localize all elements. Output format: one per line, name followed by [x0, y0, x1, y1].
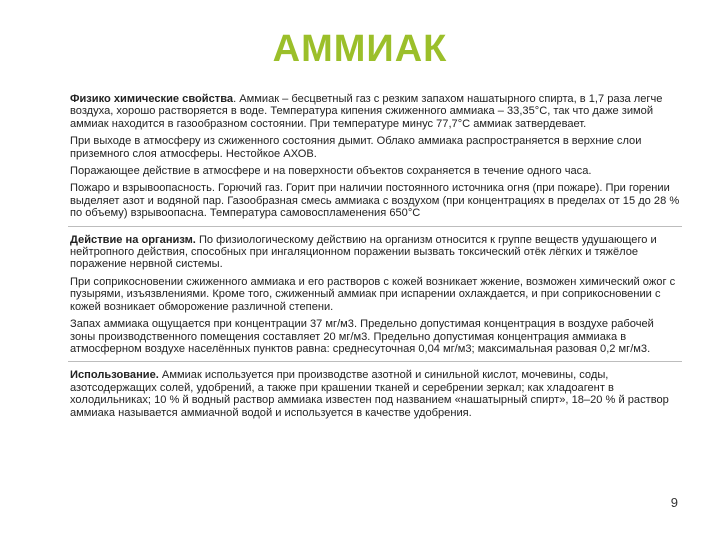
paragraph — [70, 135, 682, 160]
section-heading: Действие на организм. — [70, 233, 196, 246]
section-heading: Использование. — [70, 369, 159, 382]
paragraph — [70, 165, 682, 177]
paragraph — [70, 318, 682, 355]
section-effects — [70, 234, 682, 356]
section-heading: Физико химические свойства — [70, 93, 234, 105]
paragraph-text: По физиологическому действию на организм относится к группе веществ удушающего и нейтропного действия, способных при ингаляционном поражении вызвать токсический отёк лёгких и тяжёлое поражение нервной системы. — [70, 233, 657, 271]
page-title: АММИАК — [272, 28, 448, 70]
paragraph-text: Запах аммиака ощущается при концентрации 37 мг/м3. Предельно допустимая концентрация в воздухе рабочей зоны производственного помещения составляет 20 мг/м3. Предельно допустимая концентрация аммиака в атмосферном воздухе населённых пунктов равна: среднесуточная 0,04 мг/м3; максимальная разовая 0,2 мг/м3. — [70, 318, 654, 355]
paragraph — [70, 369, 682, 419]
section-properties — [70, 93, 682, 220]
paragraph — [70, 93, 682, 130]
document-body — [70, 93, 682, 424]
paragraph-text: Аммиак используется при производстве азотной и синильной кислот, мочевины, соды, азотсодержащих солей, удобрений, а также при крашении тканей и серебрении зеркал; как хладоагент в холодильниках; 10 % й водный раствор аммиака известен под названием «нашатырный спирт», 18–20 % й раствор аммиака называется аммиачной водой и используется в качестве удобрения. — [70, 369, 669, 419]
paragraph — [70, 234, 682, 271]
paragraph-text: Пожаро и взрывоопасность. Горючий газ. Горит при наличии постоянного источника огня (при пожаре). При горении выделяет азот и водяной пар. Газообразная смесь аммиака с воздухом (при концентрациях в пределах от 15 до 28 % по объему) взрывоопасна. Температура самовоспламенения 650°С — [70, 182, 680, 220]
paragraph-text: . Аммиак – бесцветный газ с резким запахом нашатырного спирта, в 1,7 раза легче воздуха, хорошо растворяется в воде. Температура кипения сжиженного аммиака – 33,35°С, так что даже зимой аммиак находится в газообразном состоянии. При температуре минус 77,7°С аммиак затвердевает. — [70, 93, 663, 130]
paragraph — [70, 182, 682, 219]
section-divider — [68, 226, 682, 227]
paragraph-text: Поражающее действие в атмосфере и на поверхности объектов сохраняется в течение одного часа. — [70, 165, 592, 178]
page-number: 9 — [670, 495, 678, 510]
paragraph-text: При выходе в атмосферу из сжиженного состояния дымит. Облако аммиака распространяется в верхние слои приземного слоя атмосферы. Нестойкое АХОВ. — [70, 135, 642, 160]
section-usage — [70, 369, 682, 419]
paragraph — [70, 276, 682, 313]
section-divider — [68, 361, 682, 362]
paragraph-text: При соприкосновении сжиженного аммиака и его растворов с кожей возникает жжение, возможен химический ожог с пузырями, изъязвлениями. Кроме того, сжиженный аммиак при испарении охлаждается, и при соприкосновении с кожей возникает обморожение различной степени. — [70, 275, 676, 313]
